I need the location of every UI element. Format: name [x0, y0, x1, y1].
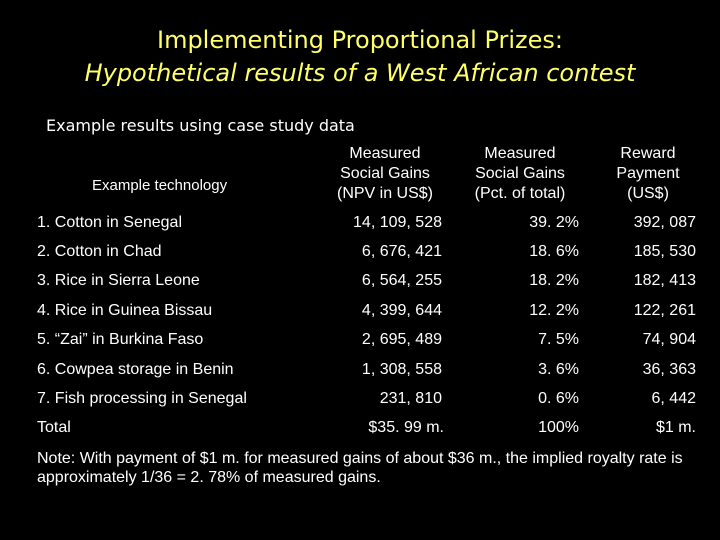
row-npv: 6, 676, 421	[361, 243, 442, 260]
row-reward: 122, 261	[633, 302, 696, 319]
row-npv: 4, 399, 644	[361, 302, 442, 319]
header-c1-line2: Social Gains	[340, 165, 430, 182]
total-label: Total	[37, 419, 71, 436]
row-pct: 3. 6%	[538, 361, 579, 378]
row-npv: 231, 810	[379, 390, 442, 407]
header-c2-line1: Measured	[484, 145, 556, 162]
header-c3-line3: (US$)	[627, 185, 669, 202]
table-row	[0, 390, 720, 419]
row-reward: 182, 413	[633, 272, 696, 289]
row-pct: 0. 6%	[538, 390, 579, 407]
row-npv: 6, 564, 255	[361, 272, 442, 289]
total-pct: 100%	[538, 419, 579, 436]
row-npv: 14, 109, 528	[353, 214, 442, 231]
table-row	[0, 214, 720, 243]
table-row	[0, 361, 720, 390]
row-technology: 4. Rice in Guinea Bissau	[37, 302, 213, 319]
row-pct: 7. 5%	[538, 331, 579, 348]
row-npv: 2, 695, 489	[361, 331, 442, 348]
table-row	[0, 272, 720, 301]
row-technology: 1. Cotton in Senegal	[37, 214, 182, 231]
header-social-gains-pct	[440, 144, 600, 204]
header-c1-line1: Measured	[349, 145, 421, 162]
subtitle: Example results using case study data	[46, 116, 355, 135]
header-c2-line3: (Pct. of total)	[474, 185, 566, 202]
header-c3-line1: Reward	[620, 145, 676, 162]
header-reward-payment	[588, 144, 708, 204]
total-npv: $35. 99 m.	[368, 419, 444, 436]
row-pct: 12. 2%	[529, 302, 579, 319]
slide-title	[0, 24, 720, 90]
table-row	[0, 243, 720, 272]
title-line-1: Implementing Proportional Prizes:	[156, 26, 563, 54]
table-row	[0, 302, 720, 331]
table-total-row	[0, 419, 720, 448]
row-npv: 1, 308, 558	[361, 361, 442, 378]
row-technology: 5. “Zai” in Burkina Faso	[37, 331, 204, 348]
total-reward: $1 m.	[655, 419, 696, 436]
row-reward: 185, 530	[633, 243, 696, 260]
header-technology: Example technology	[92, 177, 228, 194]
title-line-2: Hypothetical results of a West African contest	[84, 59, 636, 87]
row-reward: 392, 087	[633, 214, 696, 231]
table-row	[0, 331, 720, 360]
row-technology: 7. Fish processing in Senegal	[37, 390, 247, 407]
footnote: Note: With payment of $1 m. for measured gains of about $36 m., the implied royalty rate is approximately 1/36 = 2. 78% of measured gains.	[37, 450, 683, 486]
header-c1-line3: (NPV in US$)	[336, 185, 434, 202]
row-reward: 74, 904	[642, 331, 696, 348]
row-pct: 18. 2%	[529, 272, 579, 289]
row-technology: 6. Cowpea storage in Benin	[37, 361, 234, 378]
row-reward: 36, 363	[642, 361, 696, 378]
row-technology: 3. Rice in Sierra Leone	[37, 272, 200, 289]
row-pct: 18. 6%	[529, 243, 579, 260]
header-c2-line2: Social Gains	[475, 165, 565, 182]
header-c3-line2: Payment	[616, 165, 680, 182]
row-technology: 2. Cotton in Chad	[37, 243, 162, 260]
row-pct: 39. 2%	[529, 214, 579, 231]
row-reward: 6, 442	[651, 390, 696, 407]
